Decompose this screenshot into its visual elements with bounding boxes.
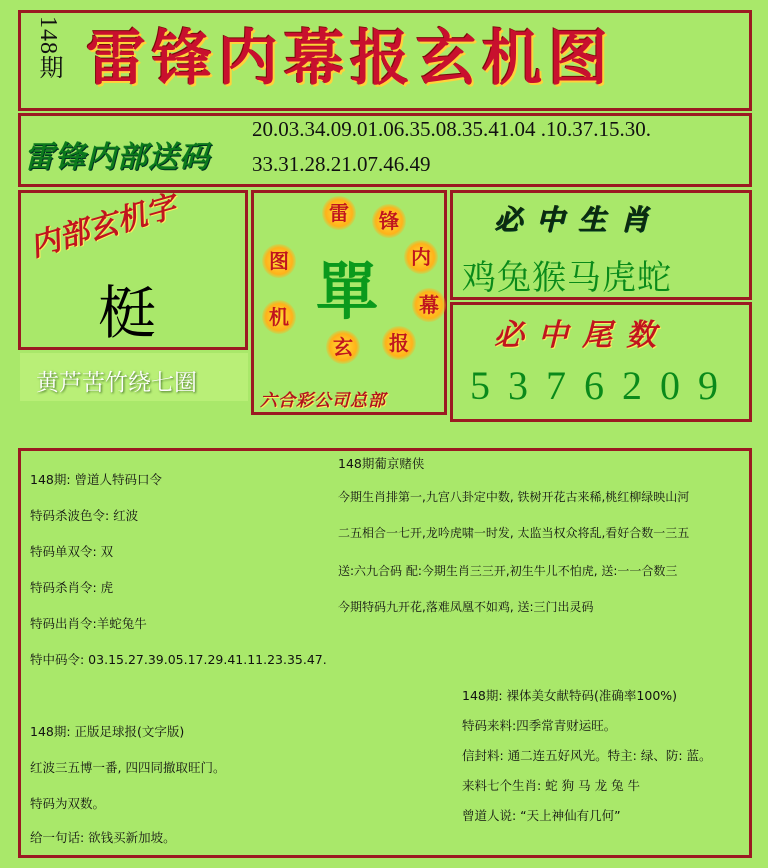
right-top-2: 今期生肖排第一,九宫八卦定中数, 铁树开花古来稀,桃红柳绿映山河 xyxy=(338,490,690,504)
tail-label: 必中尾数 xyxy=(494,318,670,353)
mystery-verse: 黄芦苦竹绕七圈 xyxy=(36,370,197,396)
ring-char-5: 报 xyxy=(382,326,416,360)
right-bottom-1: 148期: 裸体美女献特码(准确率100%) xyxy=(462,688,678,703)
code-line-2: 33.31.28.21.07.46.49 xyxy=(252,152,431,176)
ring-char-6: 玄 xyxy=(326,330,360,364)
ring-char-7: 机 xyxy=(262,300,296,334)
ring-char-1: 雷 xyxy=(322,196,356,230)
right-bottom-3: 信封料: 通二连五好风光。特主: 绿、防: 蓝。 xyxy=(462,748,712,763)
left-col-2: 特码杀波色令: 红波 xyxy=(30,508,139,523)
zodiac-animals: 鸡兔猴马虎蛇 xyxy=(462,258,672,298)
ring-char-8: 图 xyxy=(262,244,296,278)
mystery-character: 梃 xyxy=(98,279,157,347)
right-top-1: 148期葡京赌侠 xyxy=(338,456,425,471)
page-title: 雷锋内幕报玄机图 xyxy=(86,24,614,94)
tail-digits: 5376209 xyxy=(470,363,736,408)
ring-char-4: 幕 xyxy=(412,288,446,322)
left-col-5: 特码出肖令:羊蛇兔牛 xyxy=(30,616,147,631)
center-character: 單 xyxy=(316,255,379,328)
right-top-5: 今期特码九开花,落难凤凰不如鸡, 送:三门出灵码 xyxy=(338,600,594,614)
company-label: 六合彩公司总部 xyxy=(260,391,386,411)
left-bottom-4: 给一句话: 欲钱买新加坡。 xyxy=(30,830,176,845)
left-col-3: 特码单双令: 双 xyxy=(30,544,114,559)
zodiac-label: 必中生肖 xyxy=(494,203,663,236)
right-top-4: 送:六九合码 配:今期生肖三三开,初生牛儿不怕虎, 送:一一合数三 xyxy=(338,564,678,578)
code-line-1: 20.03.34.09.01.06.35.08.35.41.04 .10.37.15.30. xyxy=(252,117,651,141)
right-top-3: 二五相合一七开,龙吟虎啸一时发, 太监当权众将乱,看好合数一三五 xyxy=(338,526,690,540)
left-bottom-2: 红波三五博一番, 四四同撤取旺门。 xyxy=(30,760,226,775)
left-bottom-1: 148期: 正版足球报(文字版) xyxy=(30,724,185,739)
ring-char-2: 锋 xyxy=(372,204,406,238)
ring-char-3: 内 xyxy=(404,240,438,274)
code-label: 雷锋内部送码 xyxy=(24,140,210,175)
right-bottom-4: 来料七个生肖: 蛇 狗 马 龙 兔 牛 xyxy=(462,778,641,793)
left-col-6: 特中码令: 03.15.27.39.05.17.29.41.11.23.35.47. xyxy=(30,652,327,667)
right-bottom-5: 曾道人说: “天上神仙有几何” xyxy=(462,808,621,823)
mystery-label: 内部玄机字 xyxy=(26,189,180,265)
left-col-1: 148期: 曾道人特码口令 xyxy=(30,472,163,487)
left-bottom-3: 特码为双数。 xyxy=(30,796,106,811)
left-col-4: 特码杀肖令: 虎 xyxy=(30,580,114,595)
issue-label: 148期 xyxy=(35,16,61,80)
right-bottom-2: 特码来料:四季常青财运旺。 xyxy=(462,718,617,733)
